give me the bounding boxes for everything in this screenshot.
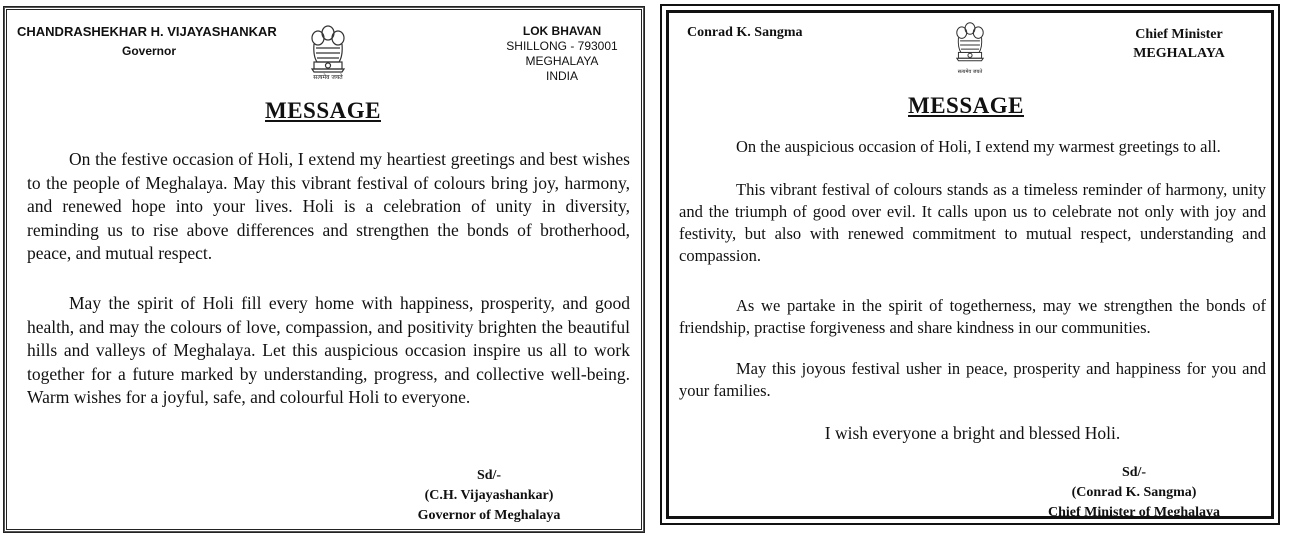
signature-line: Sd/- <box>1121 465 1147 480</box>
message-title: MESSAGE <box>908 93 1024 118</box>
chief-minister-message-panel <box>660 4 1280 525</box>
chief-minister-signature <box>1009 463 1259 523</box>
signature-line: (C.H. Vijayashankar) <box>424 488 554 503</box>
governor-message-panel <box>3 6 645 533</box>
address-line: SHILLONG - 793001 <box>506 39 618 53</box>
chief-minister-message-frame <box>666 10 1274 519</box>
address-line: LOK BHAVAN <box>522 24 602 38</box>
message-title: MESSAGE <box>265 98 381 123</box>
governor-name: CHANDRASHEKHAR H. VIJAYASHANKAR <box>17 24 277 39</box>
signature-line: Governor of Meghalaya <box>417 508 561 523</box>
message-paragraph: As we partake in the spirit of togetherness, may we strengthen the bonds of friendship, practise forgiveness and share kindness in our communities. <box>679 296 1266 337</box>
message-paragraph: May this joyous festival usher in peace, prosperity and happiness for you and your families. <box>679 359 1266 400</box>
message-closing: I wish everyone a bright and blessed Holi. <box>824 423 1121 443</box>
emblem-motto: सत्यमेव जयते <box>957 69 983 75</box>
governor-address <box>502 24 622 84</box>
emblem-motto: सत्यमेव जयते <box>313 74 343 81</box>
chief-minister-designation <box>1114 25 1244 63</box>
governor-designation: Governor <box>122 44 177 58</box>
signature-line: Sd/- <box>476 468 502 483</box>
message-greeting: On the auspicious occasion of Holi, I extend my warmest greetings to all. <box>736 137 1221 156</box>
state-emblem-icon <box>951 19 989 77</box>
chief-minister-name: Conrad K. Sangma <box>687 25 803 40</box>
signature-line: (Conrad K. Sangma) <box>1071 485 1197 500</box>
message-paragraph: May the spirit of Holi fill every home with happiness, prosperity, and good health, and may the colours of love, compassion, and positivity brighten the beautiful hills and valleys of Meghalaya. Let this auspicious occasion inspire us all to work together for a future marked by understanding, progress, and collective well-being. Warm wishes for a joyful, safe, and colourful Holi to everyone. <box>27 293 630 407</box>
address-line: INDIA <box>545 69 578 83</box>
governor-signature <box>389 466 589 526</box>
state-emblem-icon <box>305 22 351 84</box>
message-paragraph: This vibrant festival of colours stands as a timeless reminder of harmony, unity and the triumph of good over evil. It calls upon us to celebrate not only with joy and festivity, but also with renewed commitment to mutual respect, understanding and compassion. <box>679 180 1266 265</box>
designation-line: MEGHALAYA <box>1133 46 1225 61</box>
message-paragraph: On the festive occasion of Holi, I extend my heartiest greetings and best wishes to the people of Meghalaya. May this vibrant festival of colours bring joy, harmony, and renewed hope into your lives. Holi is a celebration of unity in diversity, reminding us to rise above differences and strengthen the bonds of brotherhood, peace, and mutual respect. <box>27 149 630 263</box>
designation-line: Chief Minister <box>1135 27 1223 42</box>
address-line: MEGHALAYA <box>525 54 599 68</box>
signature-line: Chief Minister of Meghalaya <box>1048 505 1220 520</box>
